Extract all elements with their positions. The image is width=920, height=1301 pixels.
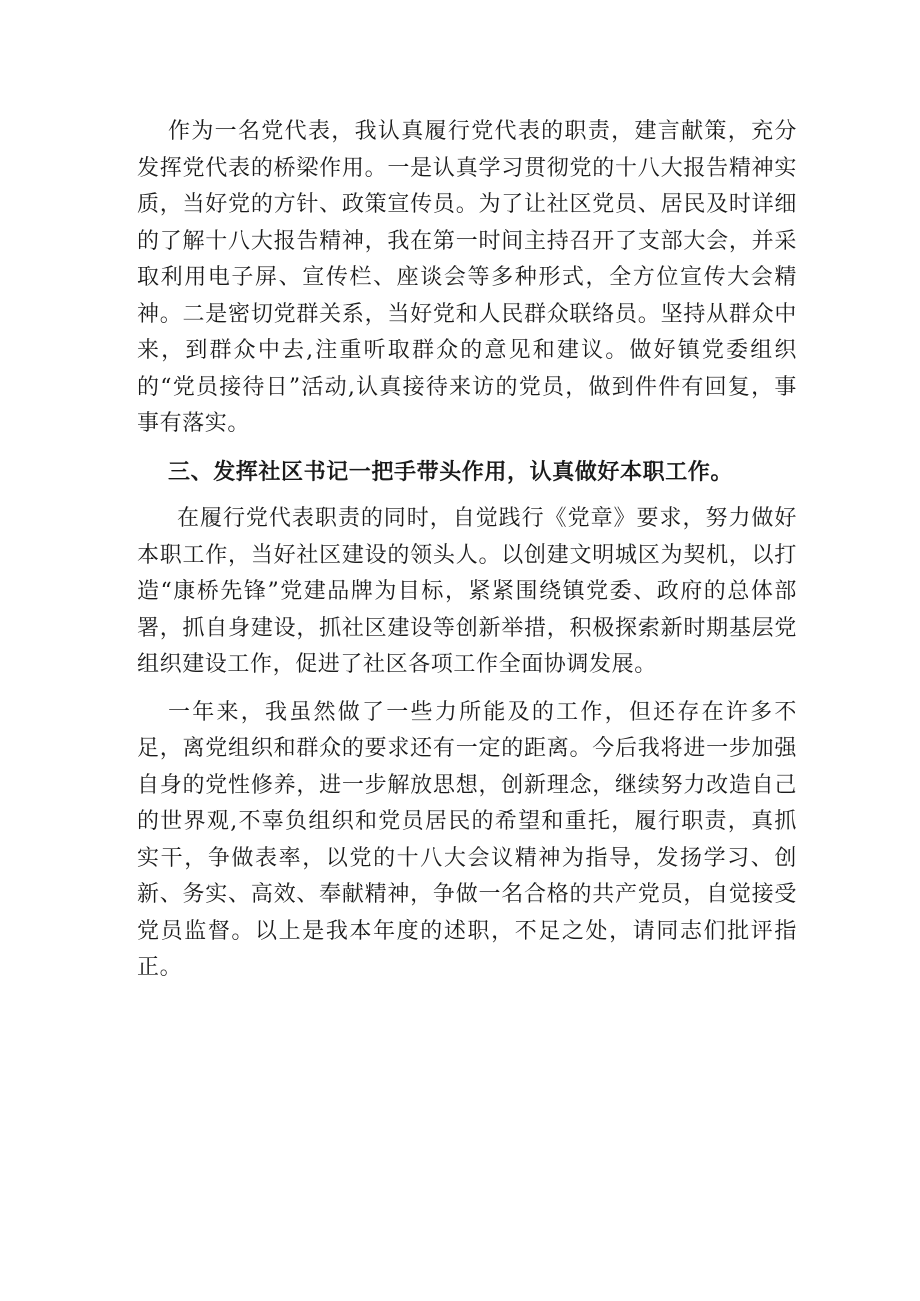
paragraph-party-representative-duties: 作为一名党代表，我认真履行党代表的职责，建言献策，充分发挥党代表的桥梁作用。一是认真学习贯彻党的十八大报告精神实质，当好党的方针、政策宣传员。为了让社区党员、居民及时详细的了解十八大报告精神，我在第一时间主持召开了支部大会，并采取利用电子屏、宣传栏、座谈会等多种形式，全方位宣传大会精神。二是密切党群关系，当好党和人民群众联络员。坚持从群众中来，到群众中去,注重听取群众的意见和建议。做好镇党委组织的“党员接待日”活动,认真接待来访的党员，做到件件有回复，事事有落实。 xyxy=(137,119,797,436)
section-heading-three: 三、发挥社区书记一把手带头作用，认真做好本职工作。 xyxy=(168,458,734,485)
paragraph-gap xyxy=(137,443,797,454)
paragraph-conclusion: 一年来，我虽然做了一些力所能及的工作，但还存在许多不足，离党组织和群众的要求还有一定的距离。今后我将进一步加强自身的党性修养，进一步解放思想，创新理念，继续努力改造自己的世界观,不辜负组织和党员居民的希望和重托，履行职责，真抓实干，争做表率，以党的十八大会议精神为指导，发扬学习、创新、务实、高效、奉献精神，争做一名合格的共产党员，自觉接受党员监督。以上是我本年度的述职，不足之处，请同志们批评指正。 xyxy=(137,699,797,980)
paragraph-gap xyxy=(137,684,797,695)
paragraph-community-work: 在履行党代表职责的同时，自觉践行《党章》要求，努力做好本职工作，当好社区建设的领头人。以创建文明城区为契机，以打造“康桥先锋”党建品牌为目标，紧紧围绕镇党委、政府的总体部署，抓自身建设，抓社区建设等创新举措，积极探索新时期基层党组织建设工作，促进了社区各项工作全面协调发展。 xyxy=(137,506,797,677)
document-body xyxy=(137,114,797,987)
paragraph-gap xyxy=(137,490,797,501)
